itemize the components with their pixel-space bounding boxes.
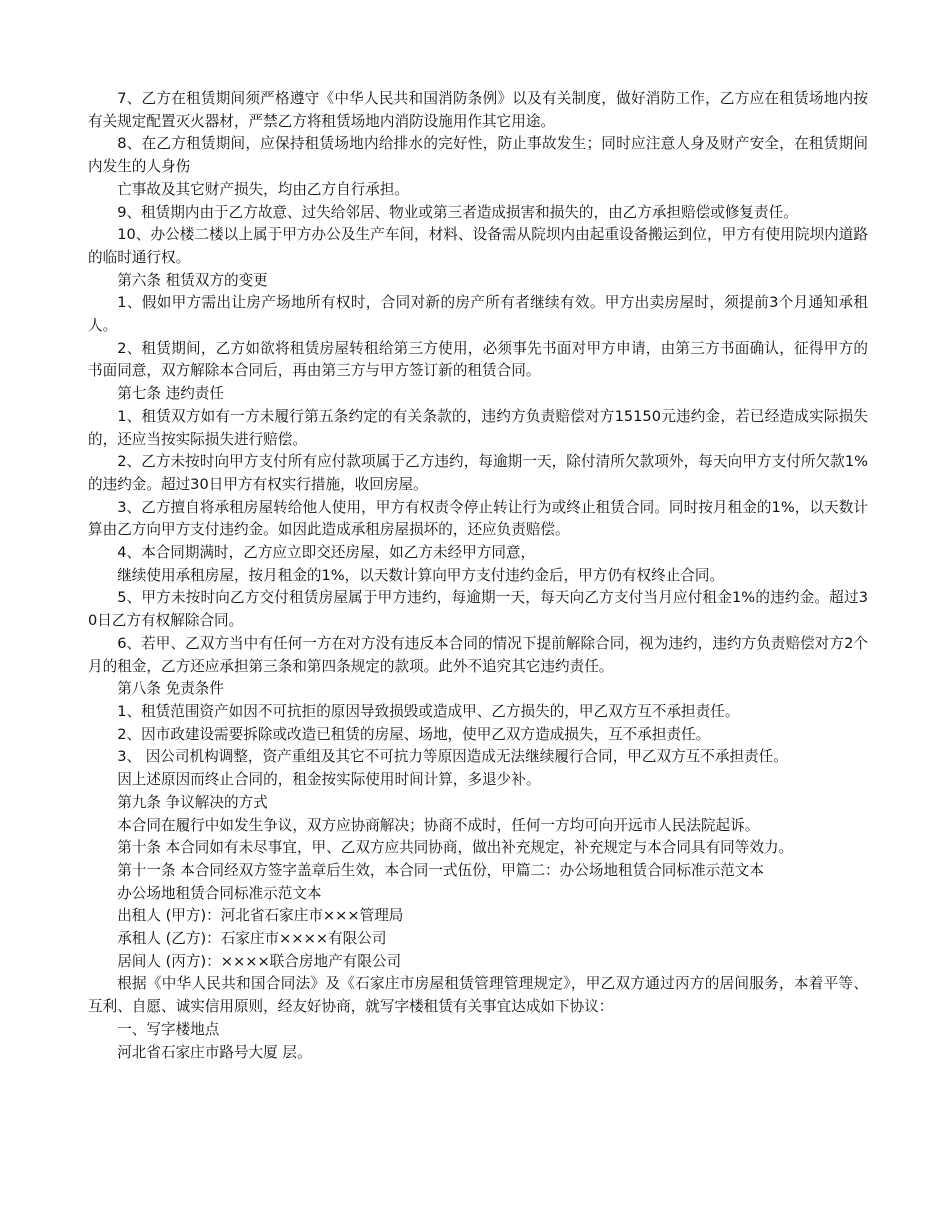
paragraph-fire-safety: 7、乙方在租赁期间须严格遵守《中华人民共和国消防条例》以及有关制度，做好消防工作，乙方应在租赁场地内按有关规定配置灭火器材，严禁乙方将租赁场地内消防设施用作其它用途。 <box>88 90 868 130</box>
section-heading-article-6: 第六条 租赁双方的变更 <box>117 271 268 289</box>
paragraph-road-access: 10、办公楼二楼以上属于甲方办公及生产车间，材料、设备需从院坝内由起重设备搬运到位，甲方有使用院坝内道路的临时通行权。 <box>88 226 868 266</box>
paragraph-landlord-late-delivery: 5、甲方未按时向乙方交付租赁房屋属于甲方违约，每逾期一天，每天向乙方支付当月应付租金1%的违约金。超过30日乙方有权解除合同。 <box>88 589 868 630</box>
party-lessor: 出租人 (甲方)：河北省石家庄市×××管理局 <box>117 907 404 925</box>
section-heading-article-9: 第九条 争议解决的方式 <box>117 793 268 811</box>
paragraph-third-party-damage: 9、租赁期内由于乙方故意、过失给邻居、物业或第三者造成损害和损失的，由乙方承担赔偿或修复责任。 <box>117 203 798 221</box>
paragraph-early-termination: 6、若甲、乙双方当中有任何一方在对方没有违反本合同的情况下提前解除合同，视为违约，违约方负责赔偿对方2个月的租金，乙方还应承担第三条和第四条规定的款项。此外不追究其它违约责任。 <box>88 634 868 675</box>
paragraph-drainage-safety: 8、在乙方租赁期间，应保持租赁场地内给排水的完好性，防止事故发生；同时应注意人身及财产安全，在租赁期间内发生的人身伤 <box>88 135 868 176</box>
paragraph-rent-settlement: 因上述原因而终止合同的，租金按实际使用时间计算，多退少补。 <box>117 771 541 789</box>
section-heading-article-7: 第七条 违约责任 <box>117 385 224 403</box>
paragraph-article-10: 第十条 本合同如有未尽事宜，甲、乙双方应共同协商，做出补充规定，补充规定与本合同具有同等效力。 <box>117 839 794 857</box>
paragraph-force-majeure: 1、租赁范围资产如因不可抗拒的原因导致损毁或造成甲、乙方损失的，甲乙双方互不承担责任。 <box>117 702 740 720</box>
party-intermediary: 居间人 (丙方)：××××联合房地产有限公司 <box>117 952 402 970</box>
paragraph-dispute-resolution: 本合同在履行中如发生争议，双方应协商解决；协商不成时，任何一方均可向开远市人民法院起诉。 <box>117 816 760 834</box>
paragraph-preamble: 根据《中华人民共和国合同法》及《石家庄市房屋租赁管理管理规定》，甲乙双方通过丙方的居间服务，本着平等、互利、自愿、诚实信用原则，经友好协商，就写字楼租赁有关事宜达成如下协议： <box>88 975 868 1016</box>
document-subtitle: 办公场地租赁合同标准示范文本 <box>117 884 322 902</box>
paragraph-breach-penalty: 1、租赁双方如有一方未履行第五条约定的有关条款的，违约方负责赔偿对方15150元违约金，若已经造成实际损失的，还应当按实际损失进行赔偿。 <box>88 407 868 448</box>
paragraph-ownership-transfer: 1、假如甲方需出让房产场地所有权时，合同对新的房产所有者继续有效。甲方出卖房屋时，须提前3个月通知承租人。 <box>88 294 868 335</box>
paragraph-article-11: 第十一条 本合同经双方签字盖章后生效，本合同一式伍份，甲篇二：办公场地租赁合同标准示范文本 <box>117 861 764 879</box>
paragraph-return-premises: 4、本合同期满时，乙方应立即交还房屋，如乙方未经甲方同意， <box>117 544 536 562</box>
document-page <box>88 88 868 1064</box>
paragraph-unauthorized-transfer: 3、乙方擅自将承租房屋转给他人使用，甲方有权责令停止转让行为或终止租赁合同。同时按月租金的1%，以天数计算由乙方向甲方支付违约金。如因此造成承租房屋损坏的，还应负责赔偿。 <box>88 498 868 539</box>
paragraph-restructuring: 3、 因公司机构调整，资产重组及其它不可抗力等原因造成无法继续履行合同，甲乙双方互不承担责任。 <box>117 748 788 766</box>
section-heading-article-8: 第八条 免责条件 <box>117 680 224 698</box>
section-heading-location: 一、写字楼地点 <box>117 1020 220 1038</box>
paragraph-municipal-demolition: 2、因市政建设需要拆除或改造已租赁的房屋、场地，使甲乙双方造成损失，互不承担责任。 <box>117 725 711 743</box>
paragraph-continued-use-penalty: 继续使用承租房屋，按月租金的1%，以天数计算向甲方支付违约金后，甲方仍有权终止合同。 <box>117 566 725 584</box>
paragraph-location-address: 河北省石家庄市路号大厦 层。 <box>117 1043 312 1061</box>
paragraph-late-payment: 2、乙方未按时向甲方支付所有应付款项属于乙方违约，每逾期一天，除付清所欠款项外，每天向甲方支付所欠款1%的违约金。超过30日甲方有权实行措施，收回房屋。 <box>88 453 868 493</box>
paragraph-accident-liability: 亡事故及其它财产损失，均由乙方自行承担。 <box>117 180 410 198</box>
party-lessee: 承租人 (乙方)：石家庄市××××有限公司 <box>117 930 387 948</box>
paragraph-sublease: 2、租赁期间，乙方如欲将租赁房屋转租给第三方使用，必须事先书面对甲方申请，由第三方书面确认，征得甲方的书面同意，双方解除本合同后，再由第三方与甲方签订新的租赁合同。 <box>88 339 868 380</box>
